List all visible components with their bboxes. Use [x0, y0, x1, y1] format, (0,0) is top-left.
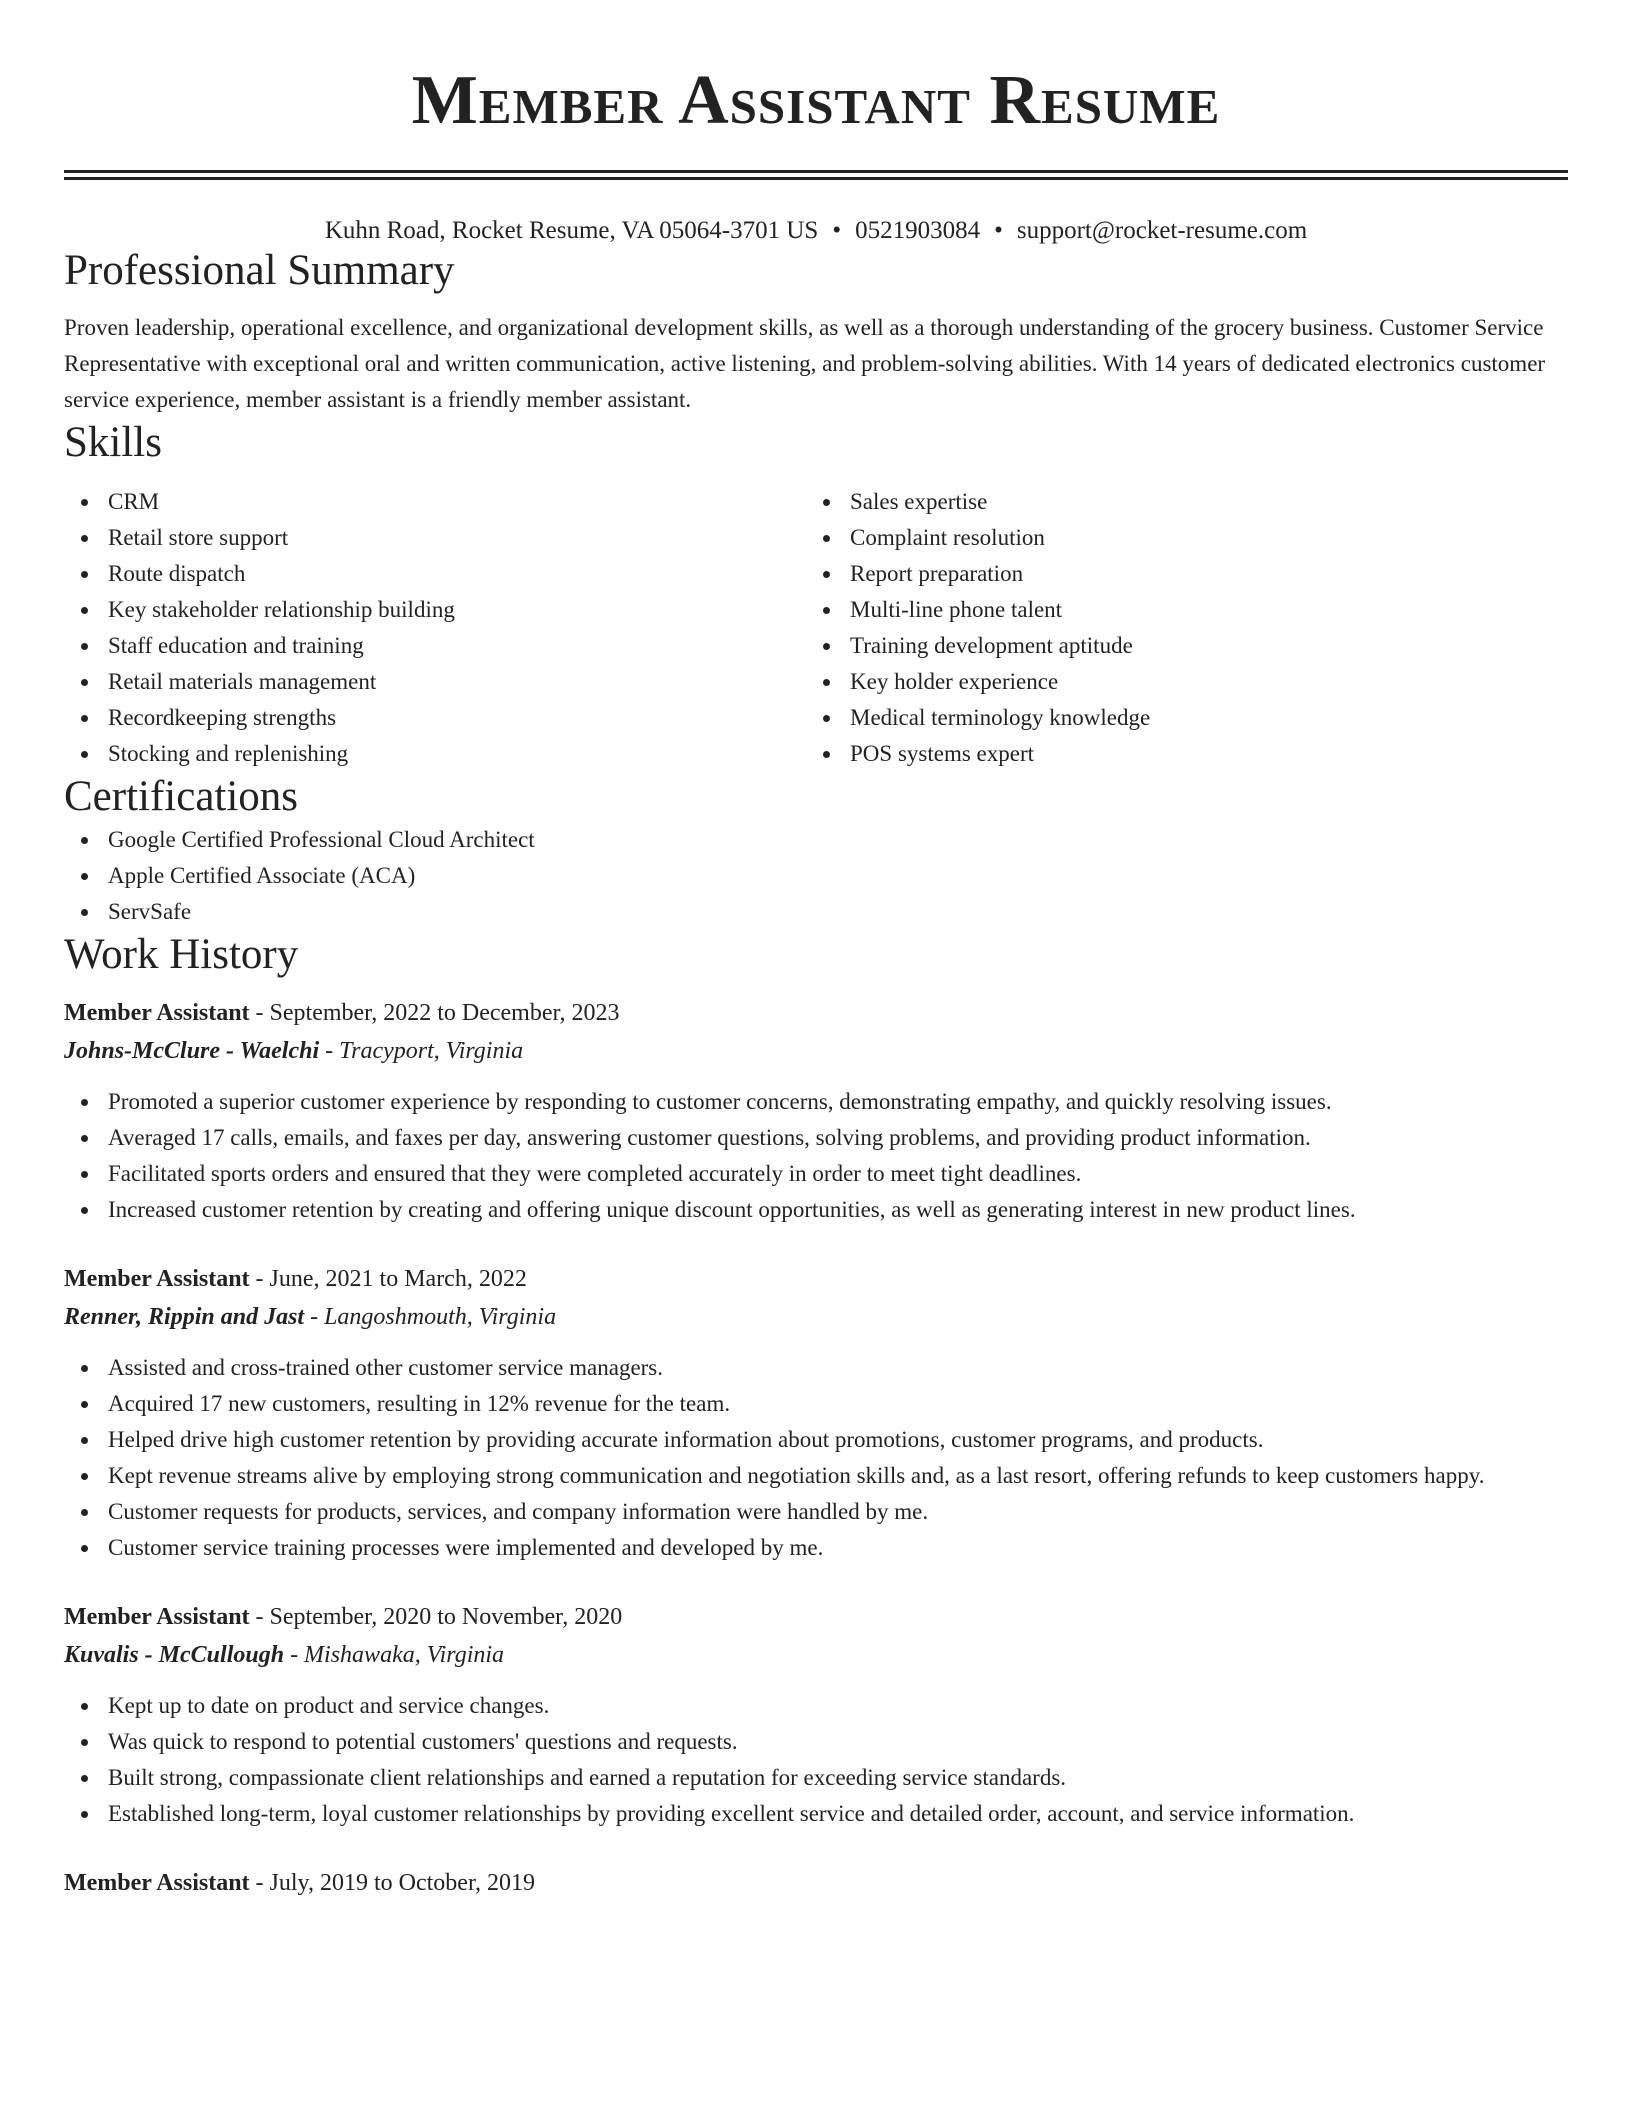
job-dates: - June, 2021 to March, 2022 [249, 1266, 527, 1292]
job-title-line [64, 1864, 1568, 1902]
contact-separator: • [832, 217, 842, 244]
job-bullets [64, 1688, 1568, 1832]
contact-line [64, 216, 1568, 246]
job-bullet: Kept up to date on product and service changes. [64, 1688, 1568, 1724]
skill-item: Key stakeholder relationship building [64, 592, 806, 628]
skill-item: Multi-line phone talent [806, 592, 1548, 628]
skill-item: Staff education and training [64, 628, 806, 664]
title-divider [64, 170, 1568, 180]
skill-item: CRM [64, 484, 806, 520]
job-bullet: Was quick to respond to potential customers' questions and requests. [64, 1724, 1568, 1760]
job-title-line [64, 1598, 1568, 1636]
certification-item: Google Certified Professional Cloud Architect [64, 822, 1568, 858]
job-employer-line [64, 1636, 1568, 1674]
job-role: Member Assistant [64, 1266, 250, 1292]
job-bullet: Promoted a superior customer experience by responding to customer concerns, demonstrating empathy, and quickly resolving issues. [64, 1084, 1568, 1120]
job-bullet: Assisted and cross-trained other customer service managers. [64, 1350, 1568, 1386]
job-company: Kuvalis - McCullough [64, 1642, 285, 1668]
skill-item: Retail materials management [64, 664, 806, 700]
job-bullet: Facilitated sports orders and ensured that they were completed accurately in order to meet tight deadlines. [64, 1156, 1568, 1192]
skill-item: Recordkeeping strengths [64, 700, 806, 736]
skill-item: POS systems expert [806, 736, 1548, 772]
job-role: Member Assistant [64, 1000, 250, 1026]
skill-item: Training development aptitude [806, 628, 1548, 664]
job-title-line [64, 1260, 1568, 1298]
resume-page [64, 0, 1568, 1902]
job-entry [64, 1864, 1568, 1902]
contact-email: support@rocket-resume.com [1016, 217, 1308, 244]
skill-item: Retail store support [64, 520, 806, 556]
job-location: - Tracyport, Virginia [319, 1038, 524, 1064]
job-bullet: Customer service training processes were implemented and developed by me. [64, 1530, 1568, 1566]
job-company: Johns-McClure - Waelchi [64, 1038, 320, 1064]
job-role: Member Assistant [64, 1870, 250, 1896]
job-bullet: Averaged 17 calls, emails, and faxes per day, answering customer questions, solving problems, and providing product information. [64, 1120, 1568, 1156]
job-bullet: Customer requests for products, services, and company information were handled by me. [64, 1494, 1568, 1530]
job-dates: - September, 2020 to November, 2020 [249, 1604, 623, 1630]
job-bullet: Increased customer retention by creating and offering unique discount opportunities, as well as generating interest in new product lines. [64, 1192, 1568, 1228]
certification-item: ServSafe [64, 894, 1568, 930]
job-bullet: Kept revenue streams alive by employing strong communication and negotiation skills and, as a last resort, offering refunds to keep customers happy. [64, 1458, 1568, 1494]
job-title-line [64, 994, 1568, 1032]
certifications-heading: Certifications [64, 773, 299, 820]
skill-item: Complaint resolution [806, 520, 1548, 556]
work-history-heading: Work History [64, 931, 299, 978]
job-dates: - September, 2022 to December, 2023 [249, 1000, 620, 1026]
skills-grid [64, 484, 1568, 772]
job-bullet: Helped drive high customer retention by providing accurate information about promotions, customer programs, and products. [64, 1422, 1568, 1458]
skill-item: Stocking and replenishing [64, 736, 806, 772]
summary-heading: Professional Summary [64, 247, 455, 294]
skill-item: Key holder experience [806, 664, 1548, 700]
skill-item: Report preparation [806, 556, 1548, 592]
job-entry [64, 1598, 1568, 1832]
skills-heading: Skills [64, 419, 162, 466]
contact-phone: 0521903084 [855, 217, 981, 244]
job-entry [64, 994, 1568, 1228]
job-employer-line [64, 1032, 1568, 1070]
contact-separator: • [994, 217, 1003, 244]
job-role: Member Assistant [64, 1604, 250, 1630]
skill-item: Medical terminology knowledge [806, 700, 1548, 736]
skill-item: Route dispatch [64, 556, 806, 592]
skills-list-left [64, 484, 806, 772]
contact-address: Kuhn Road, Rocket Resume, VA 05064-3701 US [324, 217, 819, 244]
job-entry [64, 1260, 1568, 1566]
job-employer-line [64, 1298, 1568, 1336]
job-bullet: Built strong, compassionate client relationships and earned a reputation for exceeding service standards. [64, 1760, 1568, 1796]
job-bullets [64, 1350, 1568, 1566]
job-bullets [64, 1084, 1568, 1228]
job-company: Renner, Rippin and Jast [64, 1304, 305, 1330]
job-location: - Langoshmouth, Virginia [304, 1304, 557, 1330]
job-dates: - July, 2019 to October, 2019 [249, 1870, 535, 1896]
certification-item: Apple Certified Associate (ACA) [64, 858, 1568, 894]
job-bullet: Acquired 17 new customers, resulting in 12% revenue for the team. [64, 1386, 1568, 1422]
job-bullet: Established long-term, loyal customer relationships by providing excellent service and detailed order, account, and service information. [64, 1796, 1568, 1832]
skills-list-right [806, 484, 1548, 772]
summary-text: Proven leadership, operational excellence, and organizational development skills, as well as a thorough understanding of the grocery business. Customer Service Representative with exceptional oral and written communication, active listening, and problem-solving abilities. With 14 years of dedicated electronics customer service experience, member assistant is a friendly member assistant. [64, 315, 1546, 412]
certifications-list [64, 822, 1568, 930]
job-location: - Mishawaka, Virginia [284, 1642, 505, 1668]
resume-title: Member Assistant Resume [411, 62, 1221, 139]
skill-item: Sales expertise [806, 484, 1548, 520]
